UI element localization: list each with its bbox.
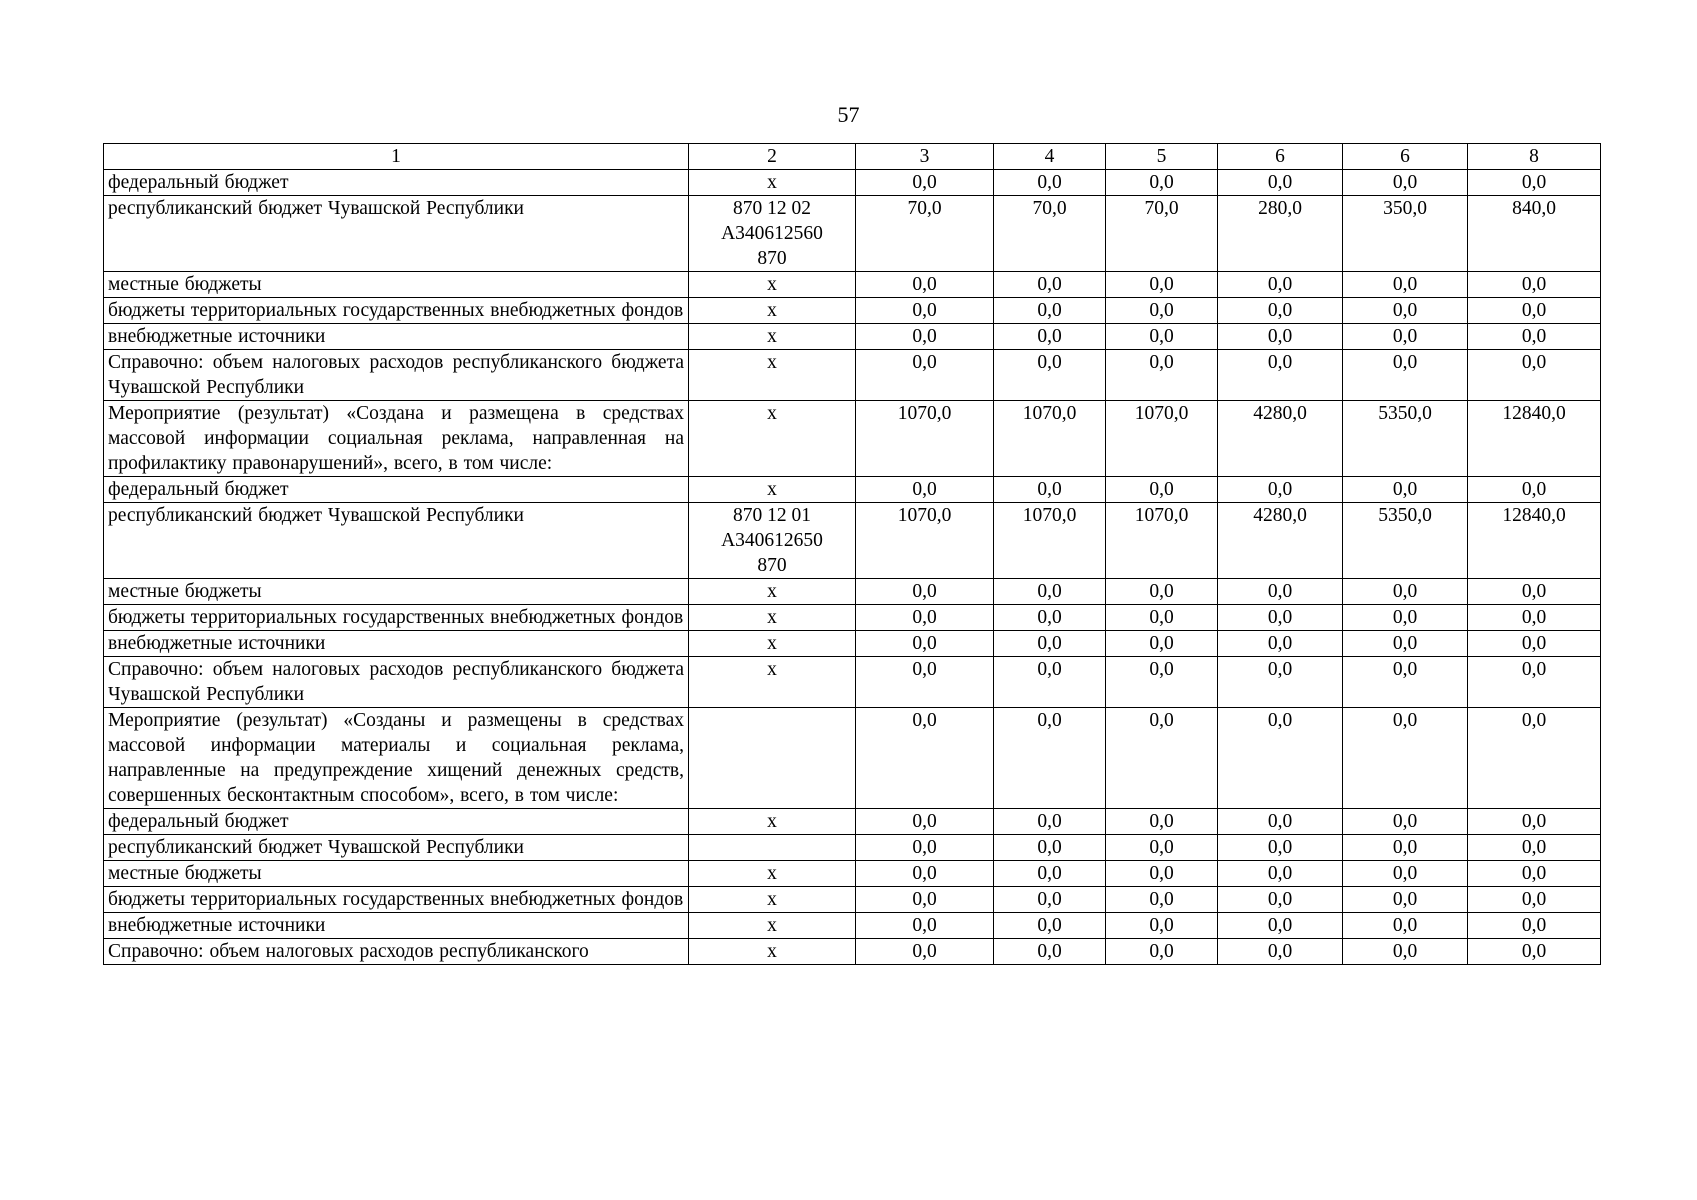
budget-classification-code: х xyxy=(689,298,856,324)
amount-cell: 1070,0 xyxy=(856,503,994,579)
amount-cell: 0,0 xyxy=(994,861,1106,887)
row-description: Справочно: объем налоговых расходов республиканского бюджета Чувашской Республики xyxy=(104,350,689,401)
column-header: 3 xyxy=(856,144,994,170)
amount-cell: 0,0 xyxy=(1343,298,1468,324)
column-header: 6 xyxy=(1343,144,1468,170)
row-description: республиканский бюджет Чувашской Республики xyxy=(104,835,689,861)
amount-cell: 0,0 xyxy=(1343,272,1468,298)
amount-cell: 0,0 xyxy=(1343,835,1468,861)
amount-cell: 0,0 xyxy=(994,605,1106,631)
column-header: 4 xyxy=(994,144,1106,170)
budget-classification-code: 870 12 02 А340612560 870 xyxy=(689,196,856,272)
table-body xyxy=(104,170,1601,965)
amount-cell: 280,0 xyxy=(1218,196,1343,272)
amount-cell: 0,0 xyxy=(1468,861,1601,887)
budget-classification-code xyxy=(689,708,856,809)
amount-cell: 0,0 xyxy=(1343,605,1468,631)
budget-classification-code: х xyxy=(689,657,856,708)
amount-cell: 0,0 xyxy=(1343,170,1468,196)
row-description: республиканский бюджет Чувашской Республики xyxy=(104,503,689,579)
amount-cell: 0,0 xyxy=(994,272,1106,298)
table-row xyxy=(104,939,1601,965)
amount-cell: 0,0 xyxy=(1468,477,1601,503)
table-row xyxy=(104,913,1601,939)
amount-cell: 0,0 xyxy=(856,708,994,809)
table-row xyxy=(104,298,1601,324)
row-description: внебюджетные источники xyxy=(104,631,689,657)
amount-cell: 0,0 xyxy=(1106,298,1218,324)
amount-cell: 5350,0 xyxy=(1343,401,1468,477)
table-row xyxy=(104,631,1601,657)
table-row xyxy=(104,401,1601,477)
row-description: федеральный бюджет xyxy=(104,477,689,503)
budget-classification-code: х xyxy=(689,809,856,835)
budget-classification-code: х xyxy=(689,272,856,298)
budget-classification-code: х xyxy=(689,324,856,350)
row-description: Мероприятие (результат) «Созданы и размещены в средствах массовой информации материалы и социальная реклама, направленные на предупреждение хищений денежных средств, совершенных бесконтактным способом», всего, в том числе: xyxy=(104,708,689,809)
budget-classification-code: х xyxy=(689,631,856,657)
amount-cell: 70,0 xyxy=(856,196,994,272)
amount-cell: 70,0 xyxy=(994,196,1106,272)
amount-cell: 0,0 xyxy=(1106,170,1218,196)
budget-classification-code: х xyxy=(689,401,856,477)
amount-cell: 0,0 xyxy=(856,835,994,861)
row-description: федеральный бюджет xyxy=(104,170,689,196)
amount-cell: 0,0 xyxy=(1106,350,1218,401)
table-row xyxy=(104,503,1601,579)
amount-cell: 12840,0 xyxy=(1468,401,1601,477)
amount-cell: 0,0 xyxy=(994,887,1106,913)
header-row xyxy=(104,144,1601,170)
amount-cell: 0,0 xyxy=(1218,324,1343,350)
amount-cell: 0,0 xyxy=(1468,350,1601,401)
amount-cell: 4280,0 xyxy=(1218,401,1343,477)
amount-cell: 0,0 xyxy=(1218,170,1343,196)
amount-cell: 0,0 xyxy=(1468,708,1601,809)
amount-cell: 350,0 xyxy=(1343,196,1468,272)
amount-cell: 0,0 xyxy=(1218,350,1343,401)
row-description: Справочно: объем налоговых расходов республиканского xyxy=(104,939,689,965)
amount-cell: 0,0 xyxy=(1218,605,1343,631)
amount-cell: 0,0 xyxy=(1218,913,1343,939)
table-row xyxy=(104,579,1601,605)
amount-cell: 0,0 xyxy=(856,579,994,605)
amount-cell: 0,0 xyxy=(1343,350,1468,401)
amount-cell: 0,0 xyxy=(1343,631,1468,657)
row-description: внебюджетные источники xyxy=(104,324,689,350)
amount-cell: 0,0 xyxy=(1343,887,1468,913)
amount-cell: 5350,0 xyxy=(1343,503,1468,579)
budget-classification-code: х xyxy=(689,939,856,965)
amount-cell: 0,0 xyxy=(856,913,994,939)
amount-cell: 0,0 xyxy=(1468,605,1601,631)
amount-cell: 0,0 xyxy=(994,835,1106,861)
amount-cell: 0,0 xyxy=(1343,913,1468,939)
row-description: бюджеты территориальных государственных внебюджетных фондов xyxy=(104,298,689,324)
amount-cell: 0,0 xyxy=(1106,477,1218,503)
amount-cell: 0,0 xyxy=(1468,631,1601,657)
amount-cell: 0,0 xyxy=(994,631,1106,657)
table-row xyxy=(104,170,1601,196)
amount-cell: 0,0 xyxy=(994,579,1106,605)
row-description: бюджеты территориальных государственных внебюджетных фондов xyxy=(104,887,689,913)
amount-cell: 0,0 xyxy=(1468,324,1601,350)
amount-cell: 0,0 xyxy=(994,477,1106,503)
amount-cell: 0,0 xyxy=(1106,708,1218,809)
budget-classification-code: х xyxy=(689,350,856,401)
amount-cell: 0,0 xyxy=(1218,579,1343,605)
amount-cell: 0,0 xyxy=(1468,298,1601,324)
amount-cell: 0,0 xyxy=(1343,809,1468,835)
amount-cell: 0,0 xyxy=(1468,579,1601,605)
amount-cell: 1070,0 xyxy=(856,401,994,477)
row-description: местные бюджеты xyxy=(104,272,689,298)
column-header: 6 xyxy=(1218,144,1343,170)
amount-cell: 0,0 xyxy=(1106,657,1218,708)
amount-cell: 0,0 xyxy=(994,324,1106,350)
amount-cell: 1070,0 xyxy=(1106,401,1218,477)
amount-cell: 0,0 xyxy=(1468,835,1601,861)
amount-cell: 0,0 xyxy=(994,298,1106,324)
amount-cell: 0,0 xyxy=(1218,272,1343,298)
table-row xyxy=(104,350,1601,401)
amount-cell: 0,0 xyxy=(1106,579,1218,605)
amount-cell: 1070,0 xyxy=(994,401,1106,477)
table-row xyxy=(104,324,1601,350)
amount-cell: 0,0 xyxy=(856,298,994,324)
amount-cell: 0,0 xyxy=(1106,861,1218,887)
amount-cell: 0,0 xyxy=(856,939,994,965)
row-description: местные бюджеты xyxy=(104,579,689,605)
amount-cell: 0,0 xyxy=(994,657,1106,708)
amount-cell: 0,0 xyxy=(994,170,1106,196)
amount-cell: 0,0 xyxy=(1218,939,1343,965)
amount-cell: 0,0 xyxy=(1343,657,1468,708)
amount-cell: 0,0 xyxy=(856,657,994,708)
column-header: 5 xyxy=(1106,144,1218,170)
amount-cell: 0,0 xyxy=(1468,657,1601,708)
budget-classification-code: х xyxy=(689,913,856,939)
amount-cell: 0,0 xyxy=(1106,939,1218,965)
amount-cell: 0,0 xyxy=(856,605,994,631)
row-description: федеральный бюджет xyxy=(104,809,689,835)
row-description: внебюджетные источники xyxy=(104,913,689,939)
amount-cell: 0,0 xyxy=(994,809,1106,835)
amount-cell: 0,0 xyxy=(1468,887,1601,913)
table-row xyxy=(104,272,1601,298)
amount-cell: 0,0 xyxy=(856,170,994,196)
table-row xyxy=(104,477,1601,503)
amount-cell: 0,0 xyxy=(1106,272,1218,298)
amount-cell: 0,0 xyxy=(1106,913,1218,939)
amount-cell: 0,0 xyxy=(1218,631,1343,657)
table-row xyxy=(104,657,1601,708)
amount-cell: 0,0 xyxy=(856,350,994,401)
amount-cell: 0,0 xyxy=(1343,324,1468,350)
amount-cell: 0,0 xyxy=(1106,809,1218,835)
amount-cell: 0,0 xyxy=(1343,579,1468,605)
amount-cell: 840,0 xyxy=(1468,196,1601,272)
amount-cell: 0,0 xyxy=(994,913,1106,939)
amount-cell: 0,0 xyxy=(1106,605,1218,631)
budget-classification-code: х xyxy=(689,605,856,631)
row-description: бюджеты территориальных государственных внебюджетных фондов xyxy=(104,605,689,631)
amount-cell: 0,0 xyxy=(1468,809,1601,835)
table-row xyxy=(104,708,1601,809)
amount-cell: 0,0 xyxy=(1468,272,1601,298)
amount-cell: 0,0 xyxy=(994,350,1106,401)
amount-cell: 0,0 xyxy=(856,272,994,298)
amount-cell: 0,0 xyxy=(1468,913,1601,939)
budget-classification-code xyxy=(689,835,856,861)
amount-cell: 0,0 xyxy=(1218,657,1343,708)
column-header: 8 xyxy=(1468,144,1601,170)
row-description: республиканский бюджет Чувашской Республики xyxy=(104,196,689,272)
amount-cell: 0,0 xyxy=(1218,887,1343,913)
amount-cell: 12840,0 xyxy=(1468,503,1601,579)
budget-classification-code: х xyxy=(689,861,856,887)
amount-cell: 0,0 xyxy=(1343,939,1468,965)
table-row xyxy=(104,887,1601,913)
amount-cell: 0,0 xyxy=(856,324,994,350)
table-row xyxy=(104,196,1601,272)
amount-cell: 0,0 xyxy=(1218,708,1343,809)
table-row xyxy=(104,835,1601,861)
amount-cell: 1070,0 xyxy=(994,503,1106,579)
amount-cell: 0,0 xyxy=(1468,170,1601,196)
row-description: Мероприятие (результат) «Создана и размещена в средствах массовой информации социальная реклама, направленная на профилактику правонарушений», всего, в том числе: xyxy=(104,401,689,477)
amount-cell: 4280,0 xyxy=(1218,503,1343,579)
budget-classification-code: х xyxy=(689,170,856,196)
column-header: 2 xyxy=(689,144,856,170)
amount-cell: 0,0 xyxy=(1106,835,1218,861)
amount-cell: 0,0 xyxy=(1106,887,1218,913)
amount-cell: 0,0 xyxy=(1218,861,1343,887)
budget-classification-code: х xyxy=(689,579,856,605)
amount-cell: 0,0 xyxy=(1218,809,1343,835)
budget-classification-code: х xyxy=(689,887,856,913)
amount-cell: 0,0 xyxy=(1218,835,1343,861)
amount-cell: 0,0 xyxy=(994,939,1106,965)
table-row xyxy=(104,861,1601,887)
page-number: 57 xyxy=(837,102,860,127)
column-header: 1 xyxy=(104,144,689,170)
budget-classification-code: 870 12 01 А340612650 870 xyxy=(689,503,856,579)
amount-cell: 0,0 xyxy=(856,809,994,835)
amount-cell: 0,0 xyxy=(1218,298,1343,324)
amount-cell: 0,0 xyxy=(856,477,994,503)
amount-cell: 0,0 xyxy=(994,708,1106,809)
amount-cell: 1070,0 xyxy=(1106,503,1218,579)
amount-cell: 0,0 xyxy=(856,887,994,913)
row-description: Справочно: объем налоговых расходов республиканского бюджета Чувашской Республики xyxy=(104,657,689,708)
amount-cell: 0,0 xyxy=(1343,861,1468,887)
amount-cell: 0,0 xyxy=(1106,631,1218,657)
table-row xyxy=(104,809,1601,835)
amount-cell: 70,0 xyxy=(1106,196,1218,272)
amount-cell: 0,0 xyxy=(1468,939,1601,965)
budget-classification-code: х xyxy=(689,477,856,503)
budget-table xyxy=(103,143,1601,965)
amount-cell: 0,0 xyxy=(856,631,994,657)
amount-cell: 0,0 xyxy=(1343,708,1468,809)
amount-cell: 0,0 xyxy=(1218,477,1343,503)
amount-cell: 0,0 xyxy=(1106,324,1218,350)
table-row xyxy=(104,605,1601,631)
amount-cell: 0,0 xyxy=(1343,477,1468,503)
row-description: местные бюджеты xyxy=(104,861,689,887)
amount-cell: 0,0 xyxy=(856,861,994,887)
